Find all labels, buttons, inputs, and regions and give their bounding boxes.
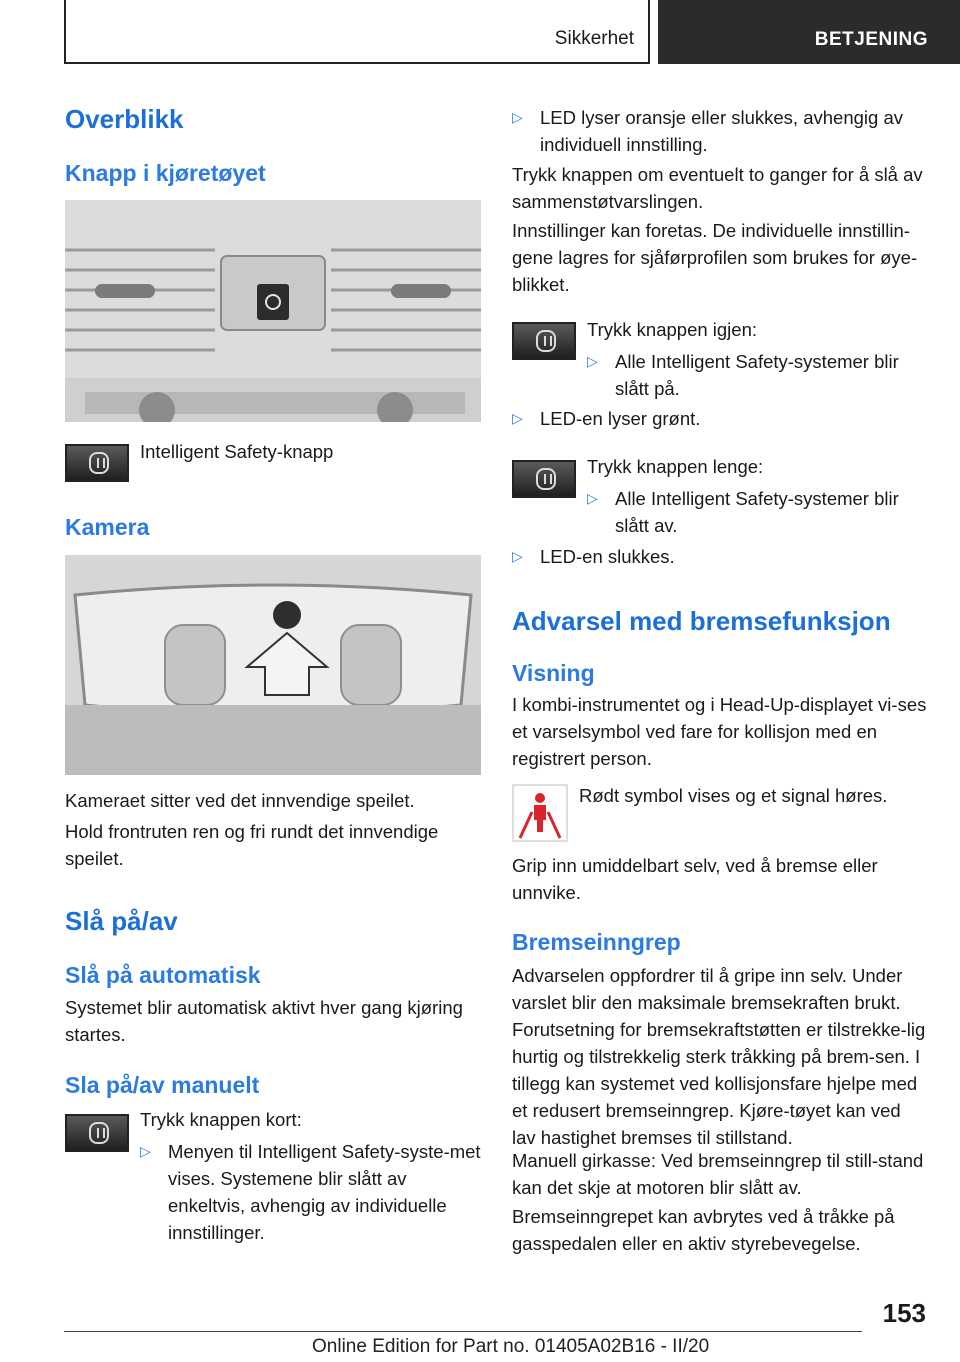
intelligent-safety-button-icon: [65, 1114, 129, 1152]
led-bullet-text: LED lyser oransje eller slukkes, avhengig av individuell innstilling.: [540, 107, 903, 155]
manual-lead: Trykk knappen kort:: [140, 1109, 302, 1130]
header-section-box: [64, 0, 650, 64]
heading-switch-on-off: Slå på/av: [65, 906, 178, 936]
bullet-triangle-icon: ▷: [140, 1143, 151, 1159]
heading-camera: Kamera: [65, 514, 150, 540]
bullet-triangle-icon: ▷: [512, 410, 523, 426]
led-green-text: LED-en lyser grønt.: [540, 408, 701, 429]
display-paragraph: I kombi-instrumentet og i Head-Up-displayet vi‐ses et varselsymbol ved fare for kollisjon med en registrert person.: [512, 694, 927, 769]
press-long-lead: Trykk knappen lenge:: [587, 456, 764, 477]
led-off-text: LED-en slukkes.: [540, 546, 675, 567]
press-long-bullet-text: Alle Intelligent Safety-systemer blir slått av.: [615, 488, 899, 536]
intelligent-safety-button-icon: [512, 322, 576, 360]
heading-brake-intervention: Bremseinngrep: [512, 929, 681, 955]
brake-paragraph-3: Bremseinngrepet kan avbrytes ved å tråkke på gasspedalen eller en aktiv styrebevegelse.: [512, 1206, 895, 1254]
pedestrian-warning-icon: [512, 784, 568, 842]
interior-camera-photo: [65, 555, 481, 775]
press-again-bullet: [587, 348, 928, 402]
page-number: 153: [882, 1298, 926, 1328]
heading-switch-on-automatic: Slå på automatisk: [65, 962, 261, 988]
footer-divider: [64, 1331, 862, 1332]
intelligent-safety-button-icon: [512, 460, 576, 498]
button-caption: Intelligent Safety-knapp: [140, 441, 334, 462]
footer-edition: Online Edition for Part no. 01405A02B16 - II/20: [312, 1336, 710, 1357]
press-again-bullet-text: Alle Intelligent Safety-systemer blir slått på.: [615, 351, 899, 399]
intelligent-safety-button-icon: [65, 444, 129, 482]
heading-switch-manual: Sla på/av manuelt: [65, 1072, 260, 1098]
heading-overview: Overblikk: [65, 104, 184, 134]
brake-paragraph-1: Advarselen oppfordrer til å gripe inn selv. Under varslet blir den maksimale bremsekraften brukt. Forutsetning for bremsekraftstøtten er tilstrekke‐lig hurtig og tilstrekkelig sterk tråkking på brem‐sen. I tillegg kan systemet ved kollisjonsfare hjelpe med et redusert bremseinngrep. Kjøre‐tøyet kan ved lav hastighet bremses til stillstand.: [512, 965, 926, 1148]
bullet-triangle-icon: ▷: [587, 490, 598, 506]
camera-paragraph-1: Kameraet sitter ved det innvendige speilet.: [65, 790, 415, 811]
manual-bullet-text: Menyen til Intelligent Safety-syste‐met vises. Systemene blir slått av enkeltvis, avhengig av individuelle innstillinger.: [168, 1141, 481, 1243]
brake-paragraph-2: Manuell girkasse: Ved bremseinngrep til still‐stand kan det skje at motoren blir slått av.: [512, 1150, 924, 1198]
led-green-bullet: [512, 405, 928, 432]
press-long-bullet: [587, 485, 928, 539]
led-bullet: [512, 104, 928, 158]
bullet-triangle-icon: ▷: [512, 548, 523, 564]
led-off-bullet: [512, 543, 928, 570]
red-symbol-text: Rødt symbol vises og et signal høres.: [579, 785, 888, 806]
settings-paragraph: Innstillinger kan foretas. De individuelle innstillin‐gene lagres for sjåførprofilen som brukes for øye‐blikket.: [512, 220, 918, 295]
heading-warning-brake: Advarsel med bremsefunksjon: [512, 606, 891, 636]
camera-paragraph-2: Hold frontruten ren og fri rundt det innvendige speilet.: [65, 821, 439, 869]
manual-bullet: [140, 1138, 481, 1246]
header-chapter-title: BETJENING: [814, 29, 928, 50]
press-again-lead: Trykk knappen igjen:: [587, 319, 758, 340]
automatic-paragraph: Systemet blir automatisk aktivt hver gang kjøring startes.: [65, 997, 463, 1045]
grip-paragraph: Grip inn umiddelbart selv, ved å bremse eller unnvike.: [512, 855, 878, 903]
header-section-title: Sikkerhet: [554, 28, 634, 49]
bullet-triangle-icon: ▷: [587, 353, 598, 369]
dashboard-button-photo: [65, 200, 481, 422]
header-chapter-box: [658, 0, 960, 64]
bullet-triangle-icon: ▷: [512, 109, 523, 125]
heading-display: Visning: [512, 660, 595, 686]
heading-button-in-vehicle: Knapp i kjøretøyet: [65, 160, 266, 186]
press-twice-paragraph: Trykk knappen om eventuelt to ganger for å slå av sammenstøtvarslingen.: [512, 164, 923, 212]
